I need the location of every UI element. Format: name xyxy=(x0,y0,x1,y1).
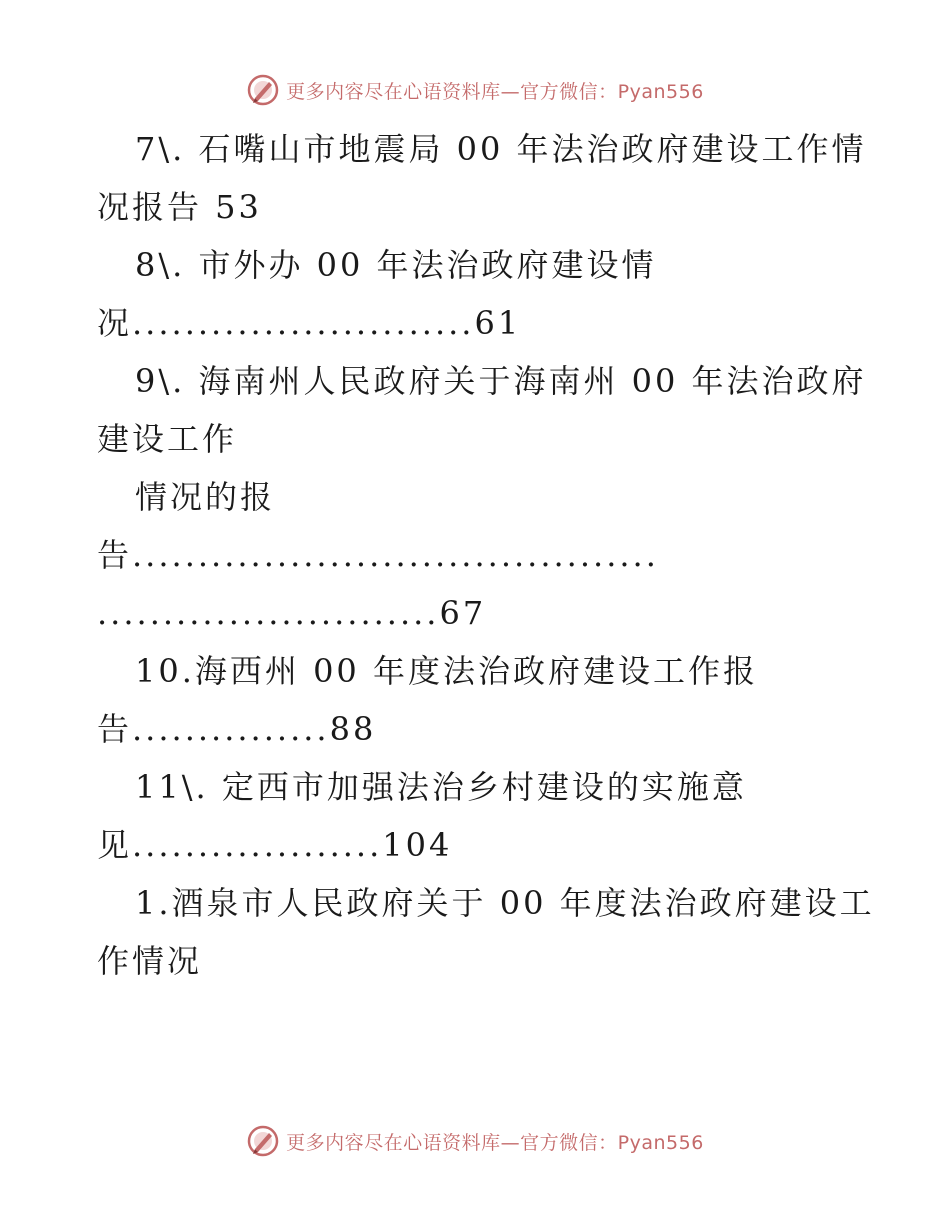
toc-line: 作情况 xyxy=(97,942,203,980)
footer-watermark xyxy=(0,1121,950,1161)
toc-line: 况..........................61 xyxy=(97,304,522,342)
pen-seal-icon xyxy=(246,1124,280,1158)
watermark-text: 更多内容尽在心语资料库—官方微信：Pyan556 xyxy=(286,80,704,103)
toc-line: 情况的报 xyxy=(135,478,276,516)
toc-line: 11\. 定西市加强法治乡村建设的实施意 xyxy=(135,768,747,806)
toc-line: 1.酒泉市人民政府关于 00 年度法治政府建设工 xyxy=(135,884,875,922)
toc-line: 8\. 市外办 00 年法治政府建设情 xyxy=(135,246,657,284)
toc-line: 见...................104 xyxy=(97,826,453,864)
toc-content xyxy=(97,120,877,990)
pen-seal-icon xyxy=(246,73,280,107)
toc-line: 告........................................ xyxy=(97,536,659,574)
toc-line: ..........................67 xyxy=(97,594,487,632)
toc-line: 9\. 海南州人民政府关于海南州 00 年法治政府 xyxy=(135,362,867,400)
toc-line: 建设工作 xyxy=(97,420,238,458)
header-watermark xyxy=(0,70,950,110)
toc-line: 7\. 石嘴山市地震局 00 年法治政府建设工作情 xyxy=(135,130,867,168)
toc-line: 告...............88 xyxy=(97,710,377,748)
watermark-text: 更多内容尽在心语资料库—官方微信：Pyan556 xyxy=(286,1131,704,1154)
toc-line: 10.海西州 00 年度法治政府建设工作报 xyxy=(135,652,758,690)
toc-line: 况报告 53 xyxy=(97,188,262,226)
